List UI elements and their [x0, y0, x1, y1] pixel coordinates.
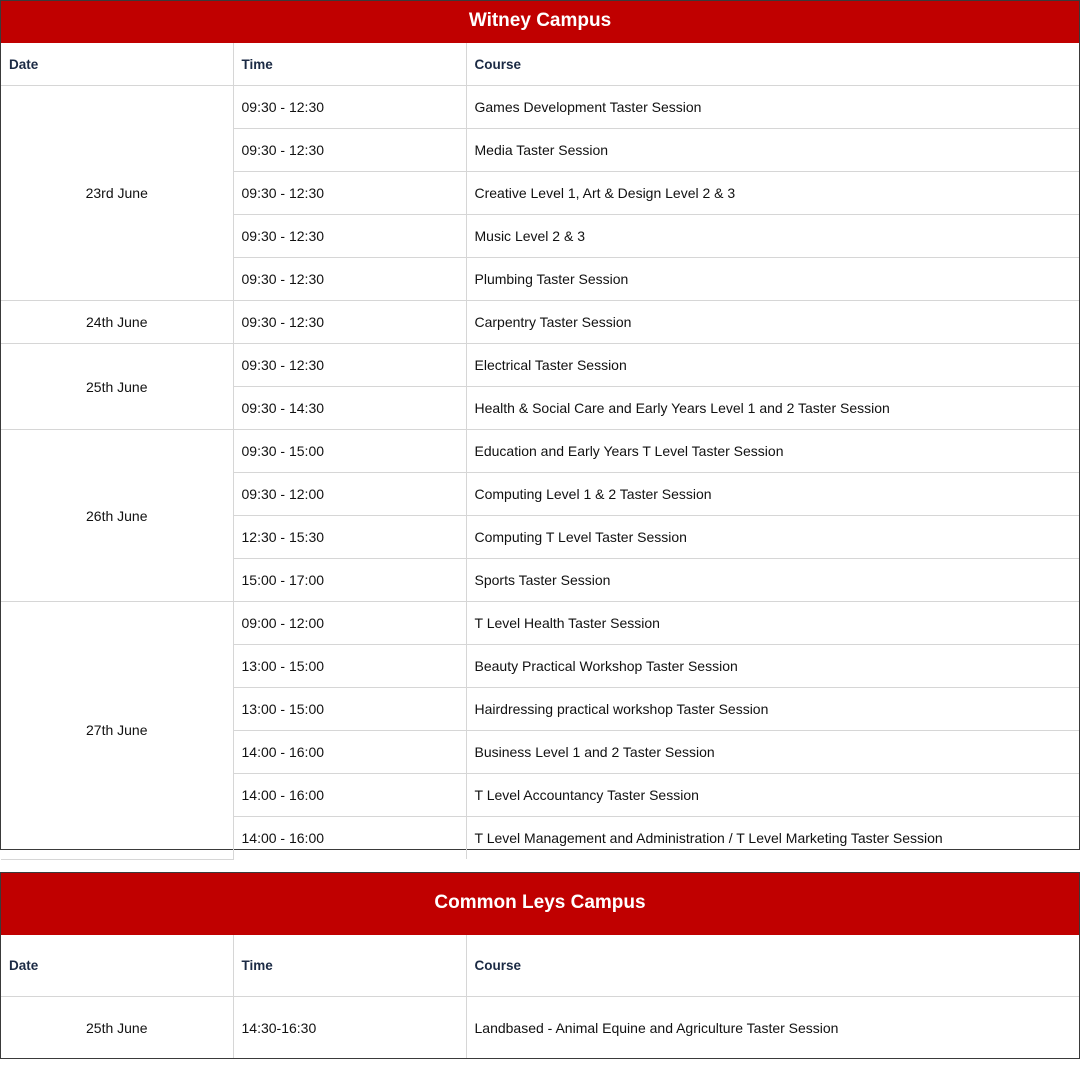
course-cell: Health & Social Care and Early Years Level 1 and 2 Taster Session [466, 387, 1079, 430]
table-row [1, 301, 1079, 344]
course-cell: Business Level 1 and 2 Taster Session [466, 731, 1079, 774]
time-cell: 09:30 - 12:00 [233, 473, 466, 516]
course-cell: T Level Accountancy Taster Session [466, 774, 1079, 817]
course-cell: Media Taster Session [466, 129, 1079, 172]
campus-title: Common Leys Campus [1, 873, 1079, 935]
course-cell: Computing Level 1 & 2 Taster Session [466, 473, 1079, 516]
time-column-header: Time [233, 935, 466, 997]
time-cell: 09:30 - 12:30 [233, 86, 466, 129]
course-cell: Education and Early Years T Level Taster Session [466, 430, 1079, 473]
time-cell: 14:00 - 16:00 [233, 731, 466, 774]
course-column-header: Course [466, 43, 1079, 86]
date-cell: 23rd June [1, 86, 233, 301]
date-cell: 27th June [1, 602, 233, 860]
course-cell: Carpentry Taster Session [466, 301, 1079, 344]
time-cell: 15:00 - 17:00 [233, 559, 466, 602]
time-cell: 09:30 - 15:00 [233, 430, 466, 473]
course-cell: Music Level 2 & 3 [466, 215, 1079, 258]
date-column-header: Date [1, 43, 233, 86]
course-cell: Plumbing Taster Session [466, 258, 1079, 301]
course-column-header: Course [466, 935, 1079, 997]
course-cell: Creative Level 1, Art & Design Level 2 & 3 [466, 172, 1079, 215]
time-cell: 09:30 - 14:30 [233, 387, 466, 430]
table-row [1, 602, 1079, 645]
time-cell: 14:00 - 16:00 [233, 817, 466, 860]
time-cell: 09:30 - 12:30 [233, 258, 466, 301]
table-row [1, 86, 1079, 129]
course-cell: Landbased - Animal Equine and Agriculture Taster Session [466, 997, 1079, 1059]
date-cell: 26th June [1, 430, 233, 602]
time-cell: 14:30-16:30 [233, 997, 466, 1059]
table-header-row [1, 935, 1079, 997]
course-cell: T Level Health Taster Session [466, 602, 1079, 645]
table-row [1, 430, 1079, 473]
time-cell: 09:30 - 12:30 [233, 344, 466, 387]
time-cell: 14:00 - 16:00 [233, 774, 466, 817]
course-cell: T Level Management and Administration / T Level Marketing Taster Session [466, 817, 1079, 860]
time-cell: 13:00 - 15:00 [233, 688, 466, 731]
time-column-header: Time [233, 43, 466, 86]
course-cell: Hairdressing practical workshop Taster Session [466, 688, 1079, 731]
time-cell: 12:30 - 15:30 [233, 516, 466, 559]
course-cell: Sports Taster Session [466, 559, 1079, 602]
course-cell: Electrical Taster Session [466, 344, 1079, 387]
course-cell: Beauty Practical Workshop Taster Session [466, 645, 1079, 688]
course-cell: Games Development Taster Session [466, 86, 1079, 129]
date-cell: 24th June [1, 301, 233, 344]
date-cell: 25th June [1, 997, 233, 1059]
time-cell: 09:30 - 12:30 [233, 301, 466, 344]
date-column-header: Date [1, 935, 233, 997]
table-header-row [1, 43, 1079, 86]
time-cell: 09:30 - 12:30 [233, 215, 466, 258]
schedule-table [1, 43, 1079, 860]
table-row [1, 997, 1079, 1059]
schedule-body [1, 935, 1079, 1058]
time-cell: 13:00 - 15:00 [233, 645, 466, 688]
table-row [1, 344, 1079, 387]
campus-title: Witney Campus [1, 1, 1079, 43]
date-cell: 25th June [1, 344, 233, 430]
schedule-body [1, 43, 1079, 859]
time-cell: 09:30 - 12:30 [233, 172, 466, 215]
time-cell: 09:00 - 12:00 [233, 602, 466, 645]
schedule-table [1, 935, 1079, 1058]
course-cell: Computing T Level Taster Session [466, 516, 1079, 559]
time-cell: 09:30 - 12:30 [233, 129, 466, 172]
common-leys-campus-section [0, 872, 1080, 1059]
